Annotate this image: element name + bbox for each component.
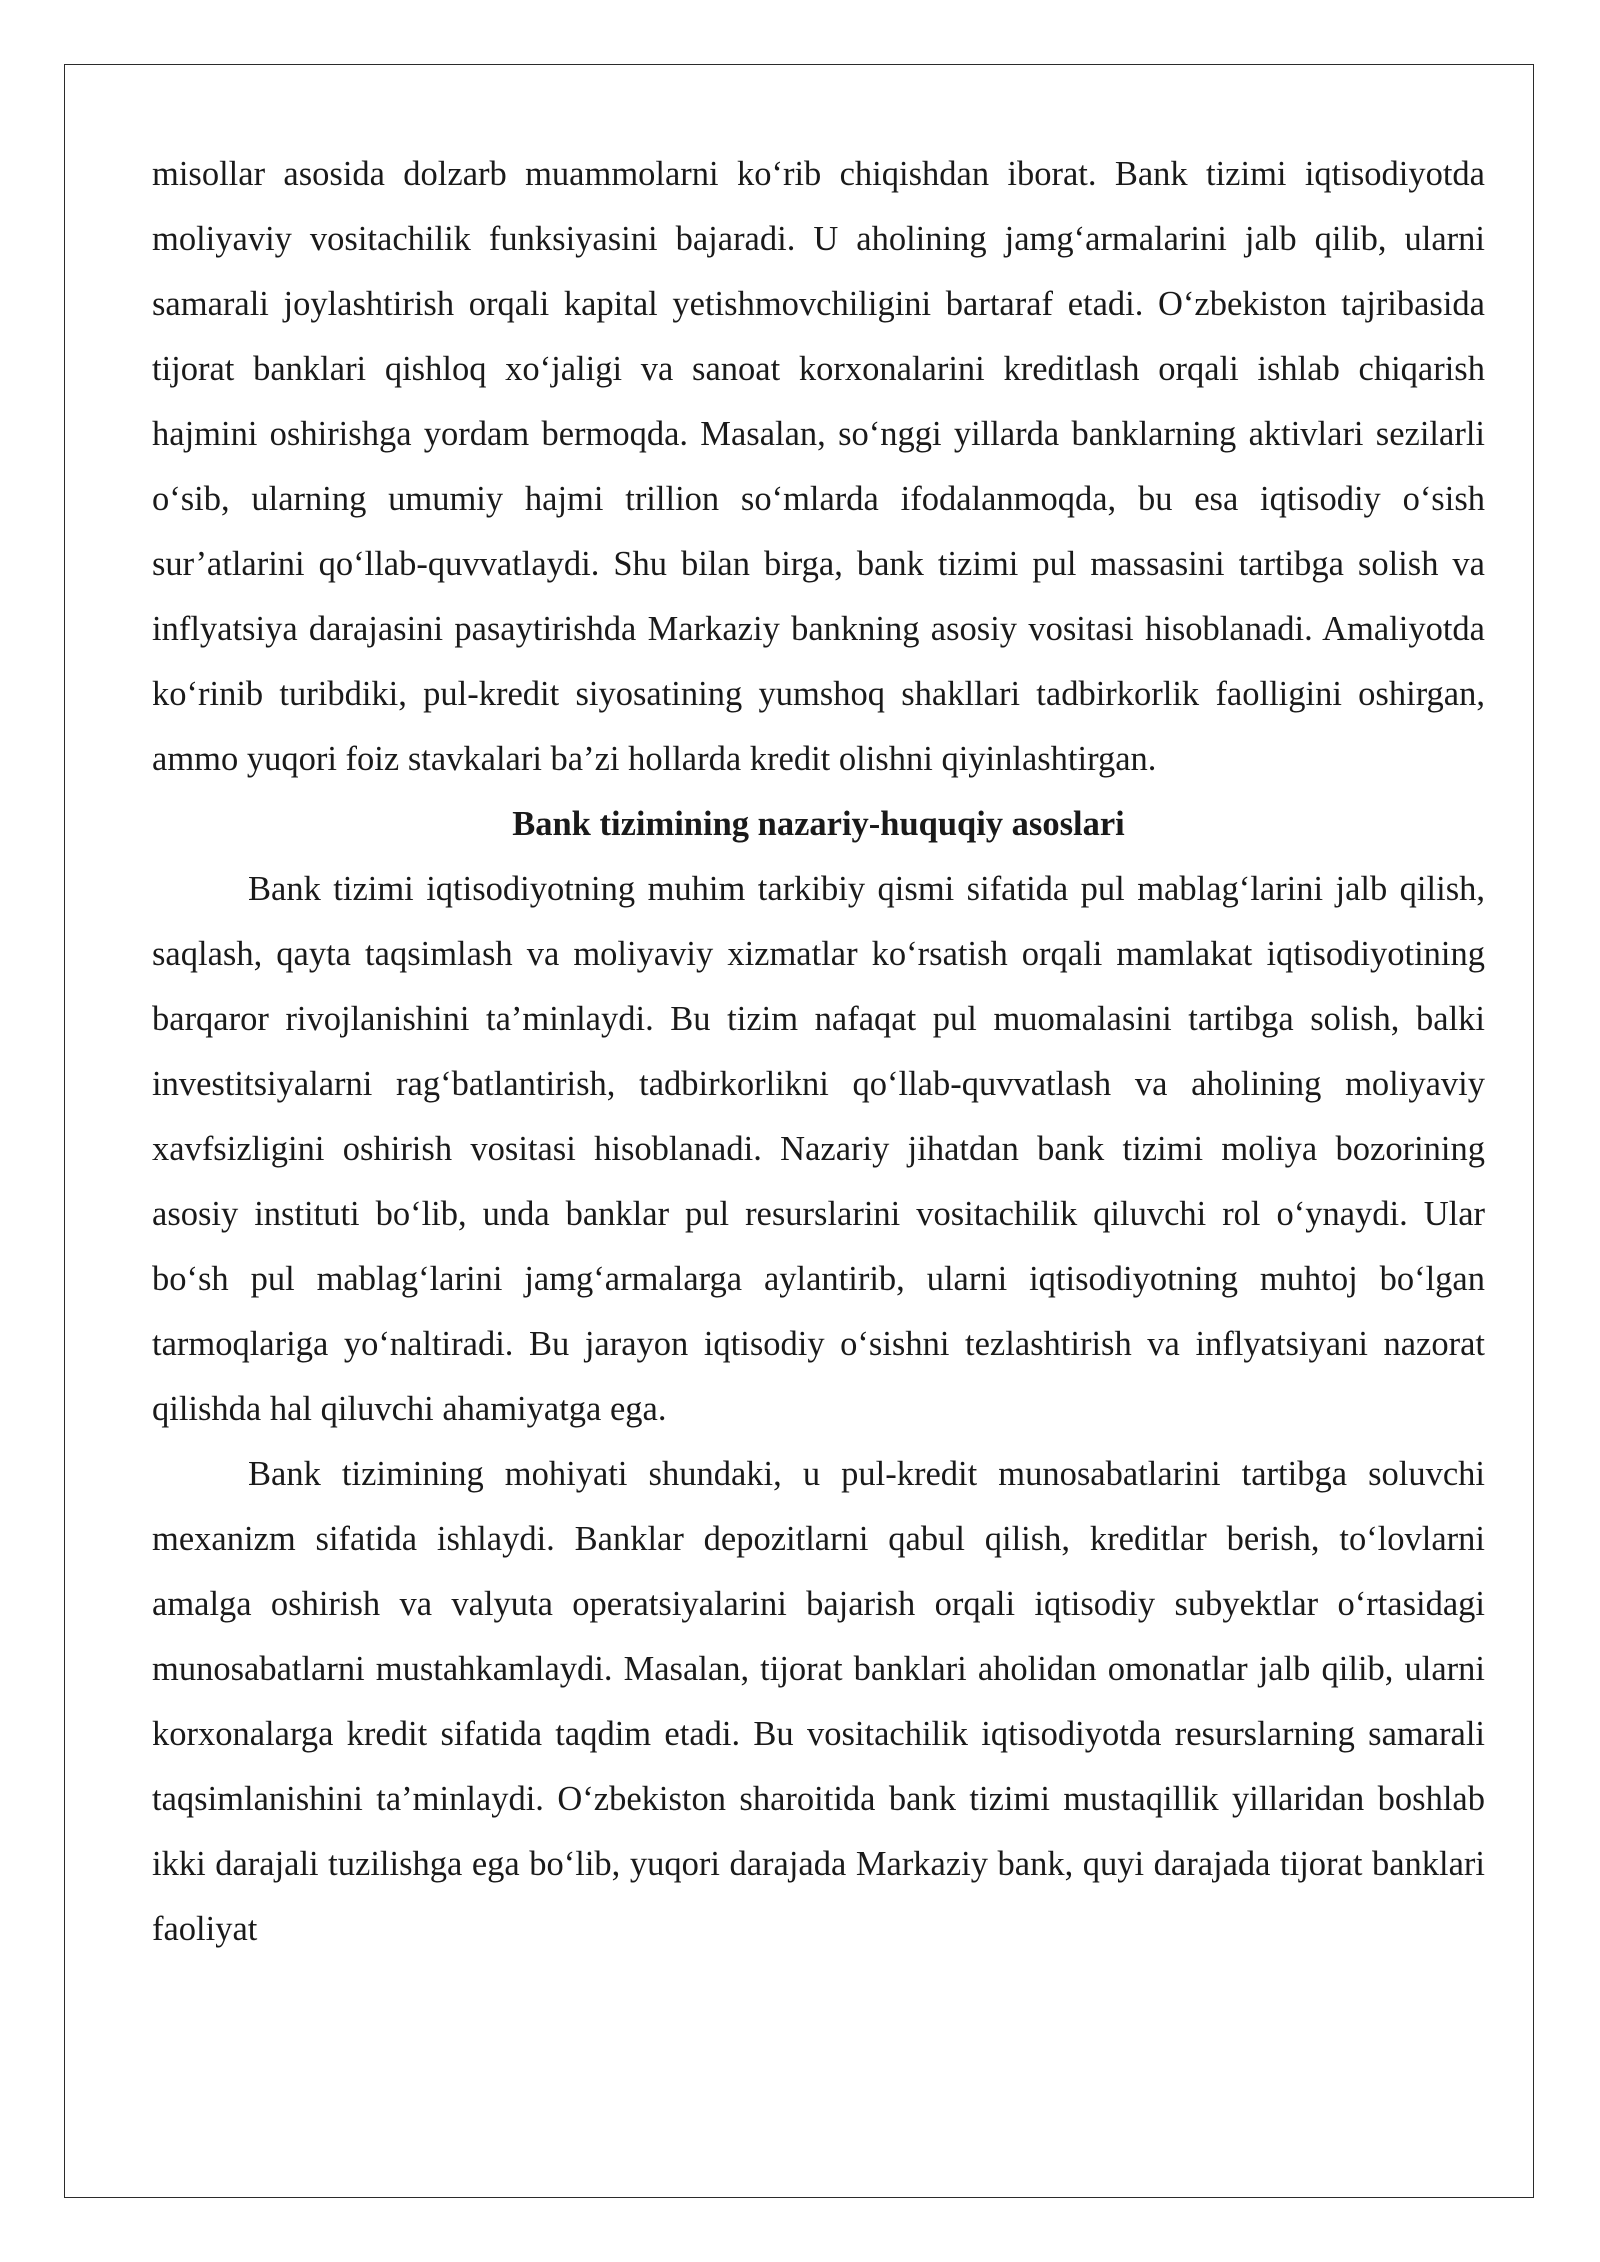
document-body bbox=[152, 142, 1485, 1962]
paragraph-essence: Bank tizimining mohiyati shundaki, u pul-kredit munosabatlarini tartibga soluvchi mexanizm sifatida ishlaydi. Banklar depozitlarni qabul qilish, kreditlar berish, to‘lovlarni amalga oshirish va valyuta operatsiyalarini bajarish orqali iqtisodiy subyektlar o‘rtasidagi munosabatlarni mustahkamlaydi. Masalan, tijorat banklari aholidan omonatlar jalb qilib, ularni korxonalarga kredit sifatida taqdim etadi. Bu vositachilik iqtisodiyotda resurslarning samarali taqsimlanishini ta’minlaydi. O‘zbekiston sharoitida bank tizimi mustaqillik yillaridan boshlab ikki darajali tuzilishga ega bo‘lib, yuqori darajada Markaziy bank, quyi darajada tijorat banklari faoliyat bbox=[152, 1455, 1485, 1948]
paragraph-theory: Bank tizimi iqtisodiyotning muhim tarkibiy qismi sifatida pul mablag‘larini jalb qilish, saqlash, qayta taqsimlash va moliyaviy xizmatlar ko‘rsatish orqali mamlakat iqtisodiyotining barqaror rivojlanishini ta’minlaydi. Bu tizim nafaqat pul muomalasini tartibga solish, balki investitsiyalarni rag‘batlantirish, tadbirkorlikni qo‘llab-quvvatlash va aholining moliyaviy xavfsizligini oshirish vositasi hisoblanadi. Nazariy jihatdan bank tizimi moliya bozorining asosiy instituti bo‘lib, unda banklar pul resurslarini vositachilik qiluvchi rol o‘ynaydi. Ular bo‘sh pul mablag‘larini jamg‘armalarga aylantirib, ularni iqtisodiyotning muhtoj bo‘lgan tarmoqlariga yo‘naltiradi. Bu jarayon iqtisodiy o‘sishni tezlashtirish va inflyatsiyani nazorat qilishda hal qiluvchi ahamiyatga ega. bbox=[152, 870, 1485, 1428]
section-heading: Bank tizimining nazariy-huquqiy asoslari bbox=[512, 805, 1125, 843]
paragraph-continuation: misollar asosida dolzarb muammolarni ko‘rib chiqishdan iborat. Bank tizimi iqtisodiyotda moliyaviy vositachilik funksiyasini bajaradi. U aholining jamg‘armalarini jalb qilib, ularni samarali joylashtirish orqali kapital yetishmovchiligini bartaraf etadi. O‘zbekiston tajribasida tijorat banklari qishloq xo‘jaligi va sanoat korxonalarini kreditlash orqali ishlab chiqarish hajmini oshirishga yordam bermoqda. Masalan, so‘nggi yillarda banklarning aktivlari sezilarli o‘sib, ularning umumiy hajmi trillion so‘mlarda ifodalanmoqda, bu esa iqtisodiy o‘sish sur’atlarini qo‘llab-quvvatlaydi. Shu bilan birga, bank tizimi pul massasini tartibga solish va inflyatsiya darajasini pasaytirishda Markaziy bankning asosiy vositasi hisoblanadi. Amaliyotda ko‘rinib turibdiki, pul-kredit siyosatining yumshoq shakllari tadbirkorlik faolligini oshirgan, ammo yuqori foiz stavkalari ba’zi hollarda kredit olishni qiyinlashtirgan. bbox=[152, 155, 1485, 778]
